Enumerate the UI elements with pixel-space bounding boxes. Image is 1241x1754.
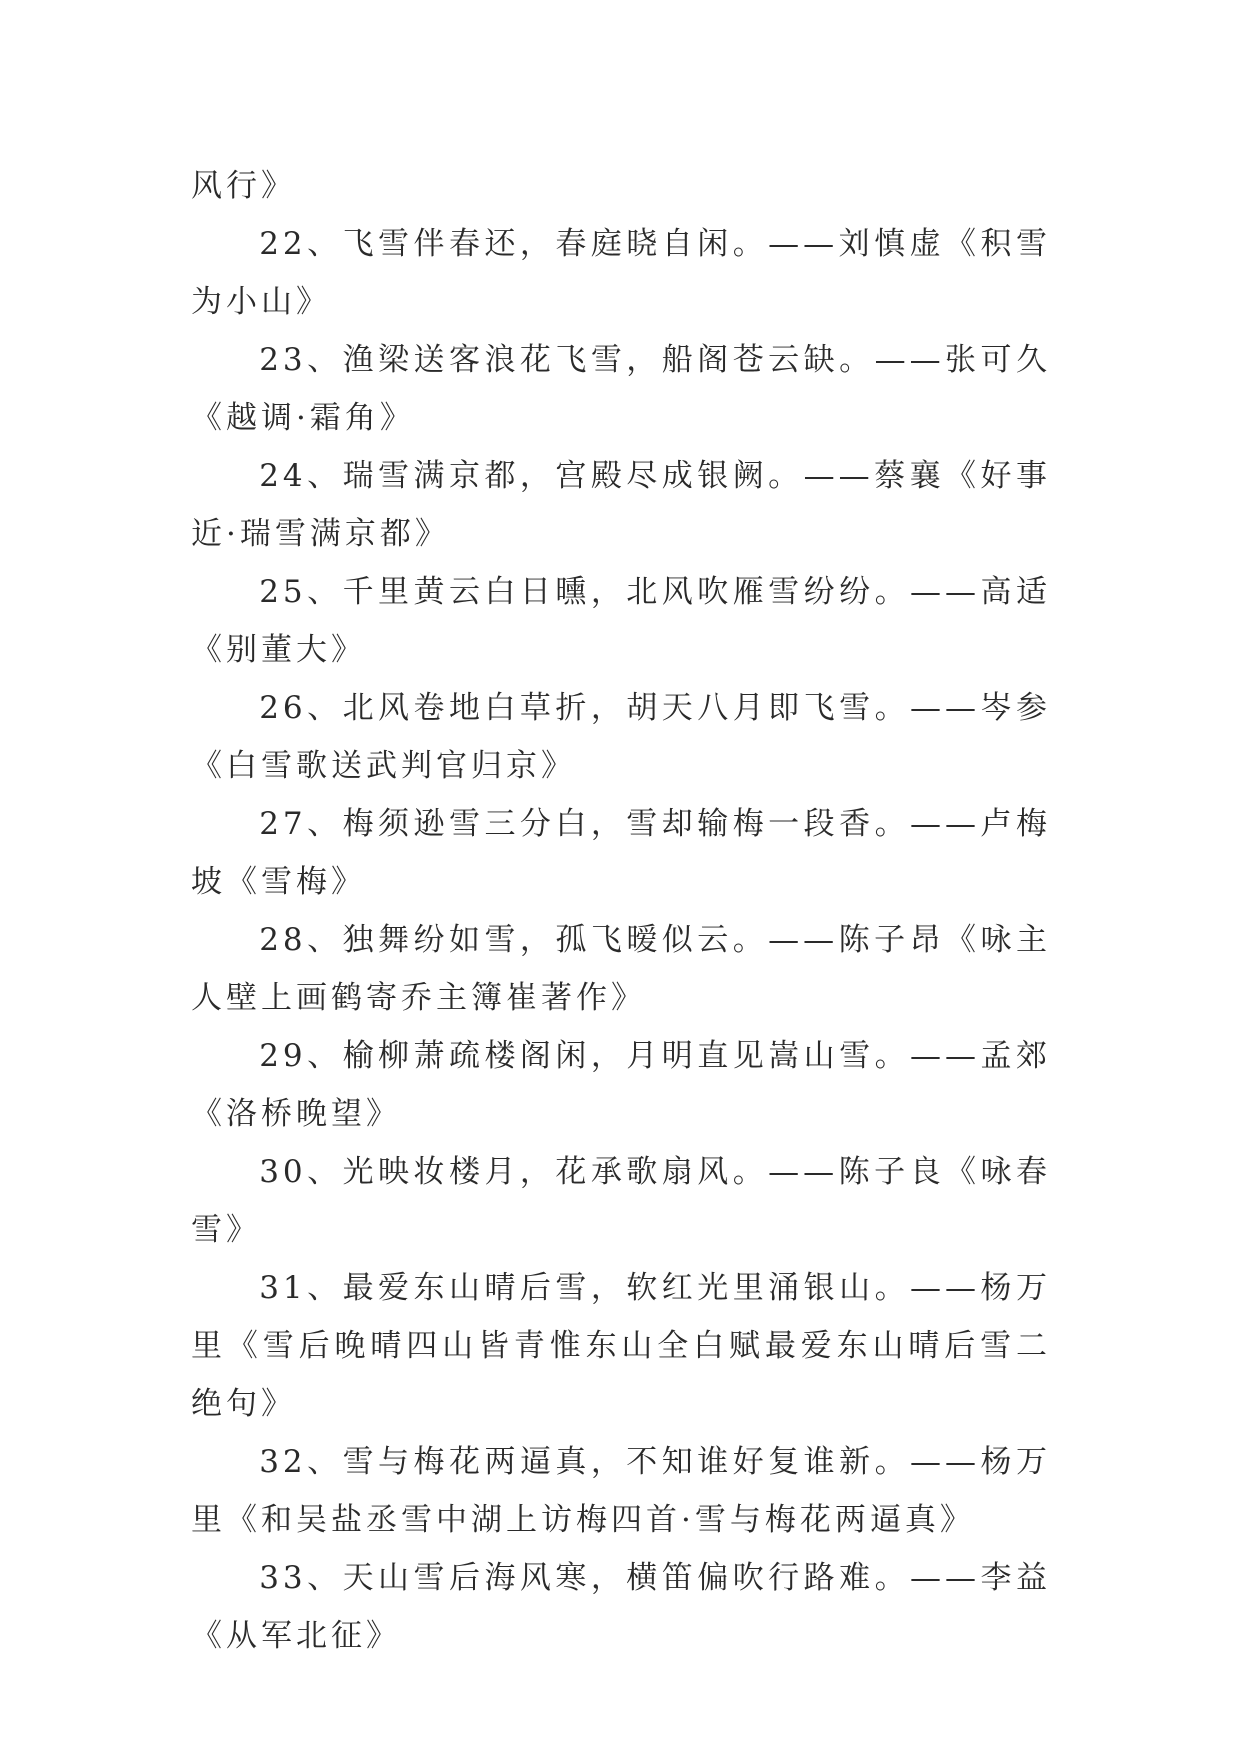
poem-line-24: 24、瑞雪满京都，宫殿尽成银阙。——蔡襄《好事近·瑞雪满京都》	[191, 458, 1051, 552]
poem-line-32: 32、雪与梅花两逼真，不知谁好复谁新。——杨万里《和吴盐丞雪中湖上访梅四首·雪与梅花两逼真》	[191, 1444, 1051, 1538]
poem-line-33: 33、天山雪后海风寒，横笛偏吹行路难。——李益《从军北征》	[191, 1560, 1051, 1654]
poem-line-29: 29、榆柳萧疏楼阁闲，月明直见嵩山雪。——孟郊《洛桥晚望》	[191, 1038, 1051, 1132]
paragraph-continuation: 风行》	[191, 168, 296, 204]
poem-line-31: 31、最爱东山晴后雪，软红光里涌银山。——杨万里《雪后晚晴四山皆青惟东山全白赋最爱东山晴后雪二绝句》	[191, 1270, 1051, 1422]
poem-line-27: 27、梅须逊雪三分白，雪却输梅一段香。——卢梅坡《雪梅》	[191, 806, 1051, 900]
poem-line-22: 22、飞雪伴春还，春庭晓自闲。——刘慎虚《积雪为小山》	[191, 226, 1051, 320]
poem-line-23: 23、渔梁送客浪花飞雪，船阁苍云缺。——张可久《越调·霜角》	[191, 342, 1051, 436]
poem-line-25: 25、千里黄云白日曛，北风吹雁雪纷纷。——高适《别董大》	[191, 574, 1051, 668]
poem-line-28: 28、独舞纷如雪，孤飞暧似云。——陈子昂《咏主人壁上画鹤寄乔主簿崔著作》	[191, 922, 1051, 1016]
poem-line-30: 30、光映妆楼月，花承歌扇风。——陈子良《咏春雪》	[191, 1154, 1051, 1248]
poem-line-26: 26、北风卷地白草折，胡天八月即飞雪。——岑参《白雪歌送武判官归京》	[191, 690, 1051, 784]
document-body	[191, 157, 1051, 1665]
